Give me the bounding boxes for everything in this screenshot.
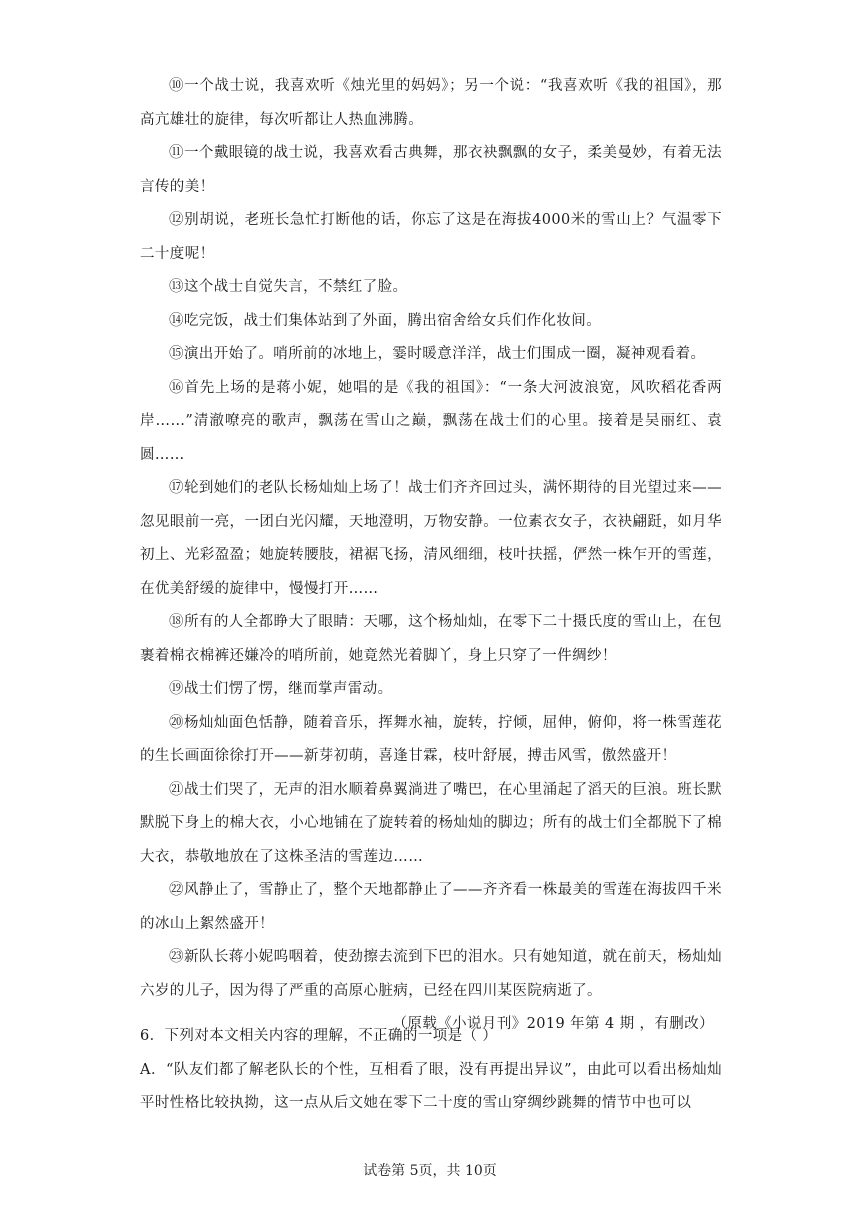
paragraph-18: ⑱所有的人全都睁大了眼睛：天哪，这个杨灿灿，在零下二十摄氏度的雪山上，在包裹着棉衣棉裤还嫌冷的哨所前，她竟然光着脚丫，身上只穿了一件绸纱！ [140,614,722,664]
paragraph-13: ⑬这个战士自觉失言，不禁红了脸。 [169,279,408,295]
paragraph-17: ⑰轮到她们的老队长杨灿灿上场了！战士们齐齐回过头，满怀期待的目光望过来——忽见眼前一亮，一团白光闪耀，天地澄明，万物安静。一位素衣女子，衣袂翩跹，如月华初上、光彩盈盈；她旋转腰肢，裙裾飞扬，清风细细，枝叶扶摇，俨然一株乍开的雪莲，在优美舒缓的旋律中，慢慢打开…… [140,480,722,597]
paragraph-15: ⑮演出开始了。哨所前的冰地上，霎时暖意洋洋，战士们围成一圈，凝神观看着。 [169,346,706,362]
source-citation: （原载《小说月刊》2019 年第 4 期 ，有删改） [392,1016,714,1032]
paragraph-23: ㉓新队长蒋小妮呜咽着，使劲擦去流到下巴的泪水。只有她知道，就在前天，杨灿灿六岁的儿子，因为得了严重的高原心脏病，已经在四川某医院病逝了。 [140,949,722,999]
paragraph-20: ⑳杨灿灿面色恬静，随着音乐，挥舞水袖，旋转，拧倾，屈伸，俯仰，将一株雪莲花的生长画面徐徐打开——新芽初萌，喜逢甘霖，枝叶舒展，搏击风雪，傲然盛开！ [140,714,722,764]
paragraph-16: ⑯首先上场的是蒋小妮，她唱的是《我的祖国》：“一条大河波浪宽，风吹稻花香两岸……”清澈嘹亮的歌声，飘荡在雪山之巅，飘荡在战士们的心里。接着是吴丽红、袁圆…… [140,379,723,463]
article-body [140,70,722,1042]
option-a: A．“队友们都了解老队长的个性，互相看了眼，没有再提出异议”，由此可以看出杨灿灿平时性格比较执拗，这一点从后文她在零下二十度的雪山穿绸纱跳舞的情节中也可以 [140,1061,722,1111]
paragraph-21: ㉑战士们哭了，无声的泪水顺着鼻翼淌进了嘴巴，在心里涌起了滔天的巨浪。班长默默脱下身上的棉大衣，小心地铺在了旋转着的杨灿灿的脚边；所有的战士们全都脱下了棉大衣，恭敬地放在了这株圣洁的雪莲边…… [140,781,722,865]
paragraph-11: ⑪一个戴眼镜的战士说，我喜欢看古典舞，那衣袂飘飘的女子，柔美曼妙，有着无法言传的美！ [140,145,722,195]
paragraph-14: ⑭吃完饭，战士们集体站到了外面，腾出宿舍给女兵们作化妆间。 [169,312,602,329]
page-footer: 试卷第 5页，共 10页 [363,1163,497,1179]
paragraph-22: ㉒风静止了，雪静止了，整个天地都静止了——齐齐看一株最美的雪莲在海拔四千米的冰山上絮然盛开！ [140,882,722,932]
paragraph-12: ⑫别胡说，老班长急忙打断他的话，你忘了这是在海拔4000米的雪山上？气温零下二十度呢！ [140,212,722,262]
question-title: 6．下列对本文相关内容的理解，不正确的一项是（ ） [140,1028,498,1044]
question-6 [140,1020,722,1121]
paragraph-19: ⑲战士们愣了愣，继而掌声雷动。 [169,681,393,697]
paragraph-10: ⑩一个战士说，我喜欢听《烛光里的妈妈》；另一个说：“我喜欢听《我的祖国》，那高亢雄壮的旋律，每次听都让人热血沸腾。 [140,78,722,128]
